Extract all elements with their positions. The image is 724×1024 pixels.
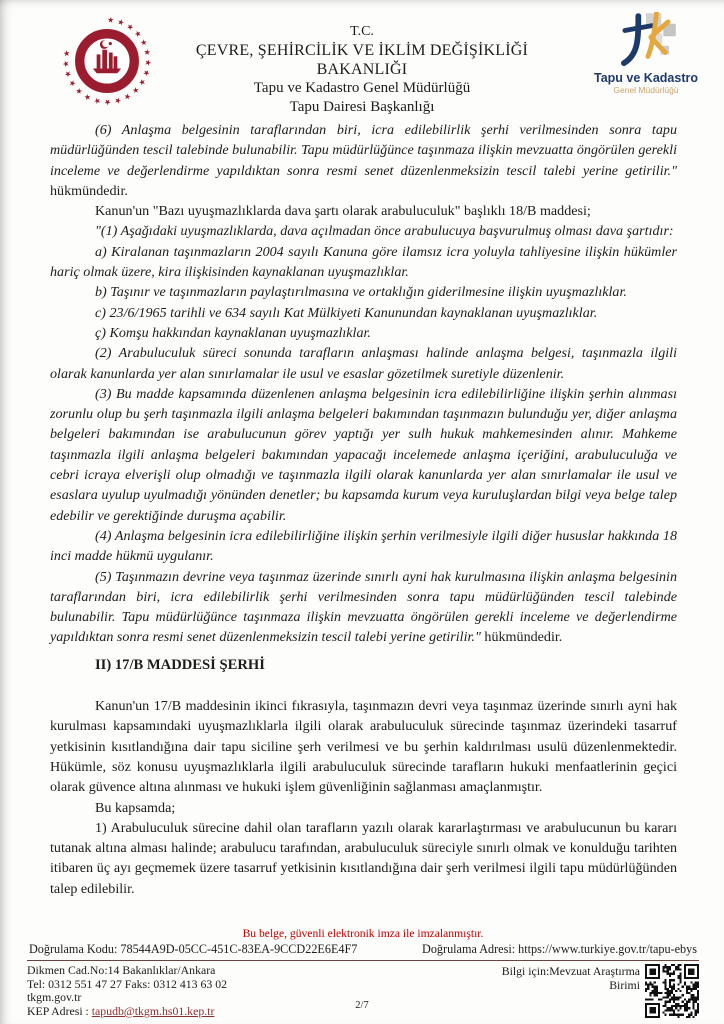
legal-quote-clause-1: "(1) Aşağıdaki uyuşmazlıklarda, dava açılmadan önce arabulucuya başvurulmuş olması dava şartıdır: bbox=[95, 223, 674, 240]
tapu-kadastro-logo-title: Tapu ve Kadastro bbox=[594, 71, 698, 85]
tapu-kadastro-logo-icon bbox=[598, 12, 694, 72]
legal-quote-item-c: c) 23/6/1965 tarihli ve 634 sayılı Kat Mülkiyeti Kanunundan kaynaklanan uyuşmazlıklar. bbox=[95, 304, 598, 321]
address-line-3: tkgm.gov.tr bbox=[27, 990, 82, 1005]
legal-quote-item-cc: ç) Komşu hakkından kaynaklanan uyuşmazlıklar. bbox=[95, 324, 371, 341]
kep-address-link[interactable]: tapudb@tkgm.hs01.kep.tr bbox=[91, 1003, 215, 1018]
legal-quote-item-b: b) Taşınır ve taşınmazların paylaştırılmasına ve ortaklığın giderilmesine ilişkin uyuşmazlıklar. bbox=[95, 284, 627, 301]
svg-text:★ ★ ★ ★ ★ ★ ★ ★ ★ ★ ★ ★ ★ ★ ★: ★ ★ ★ ★ ★ ★ ★ ★ ★ ★ ★ ★ ★ ★ ★ ★ ★ ★ ★ ★ bbox=[61, 15, 153, 107]
verification-code: Doğrulama Kodu: 78544A9D-05CC-451C-83EA-9CCD22E6E4F7 bbox=[29, 942, 358, 956]
legal-quote-clause-2: (2) Arabuluculuk süreci sonunda tarafların anlaşması halinde anlaşma belgesi, taşınmazla ilgili olarak kanunlarda yer alan sınırlamalar ile usul ve esaslar gözetilmek suretiyle düzenlenir. bbox=[50, 345, 677, 382]
legal-quote-clause-5: (5) Taşınmazın devrine veya taşınmaz üzerinde sınırlı ayni hak kurulmasına ilişkin anlaşma belgesinin taraflarından biri, icra edilebilirlik şerhi verilmesinden sonra tapu müdürlüğünden tescil talebinde bulunabilir. Tapu müdürlüğünce taşınmaza ilişkin mevzuatta öngörülen gerekli inceleme ve değerlendirme yapıldıktan sonra resmi senet düzenlenmeksizin tescil talebi yerine getirilir." hükmündedir. bbox=[50, 568, 677, 646]
paragraph-17b-explanation: Kanun'un 17/B maddesinin ikinci fıkrasıyla, taşınmazın devri veya taşınmaz üzerinde sınırlı ayni hak kurulması kapsamındaki uyuşmazlıklarla ilgili olarak arabuluculuk sürecinde taşınmaz üzerindeki tasarruf yetkisinin kısıtlandığına dair tapu siciline şerh verilmesi ve bu şerhin kaldırılması usulü düzenlenmektedir. Hükümle, söz konusu uyuşmazlıklarla ilgili arabuluculuk sürecinde tarafların hukuki menfaatlerinin geçici olarak güvence altına alınması ve hukuki işlem güvenliğinin sağlanması amaçlanmıştır. bbox=[50, 698, 677, 796]
legal-quote-clause-4: (4) Anlaşma belgesinin icra edilebilirliğine ilişkin şerhin verilmesiyle ilgili diğer hususlar hakkında 18 inci madde hükmü uygulanır. bbox=[50, 527, 677, 565]
page-number: 2/7 bbox=[355, 1000, 369, 1011]
ministry-seal-icon bbox=[60, 14, 154, 108]
address-line-1: Dikmen Cad.No:14 Bakanlıklar/Ankara bbox=[27, 963, 216, 977]
letterhead-general-directorate: Tapu ve Kadastro Genel Müdürlüğü bbox=[253, 80, 471, 96]
letterhead-ministry: ÇEVRE, ŞEHİRCİLİK VE İKLİM DEĞİŞİKLİĞİ BAKANLIĞI bbox=[195, 42, 529, 78]
letterhead-tc: T.C. bbox=[350, 24, 374, 39]
kep-address-line: KEP Adresi : tapudb@tkgm.hs01.kep.tr bbox=[27, 1003, 215, 1018]
address-line-2: Tel: 0312 551 47 27 Faks: 0312 413 63 02 bbox=[27, 976, 228, 991]
document-body bbox=[50, 120, 677, 899]
paragraph-item-1: 1) Arabuluculuk sürecine dahil olan tarafların yazılı olarak kararlaştırması ve arabulucunun bu kararı tutanak altına alması halinde; arabulucu tarafından, arabuluculuk süreciyle sınırlı olmak ve konulduğu tarihten itibaren üç ayı geçmemek üzere tasarruf yetkisinin kısıtlandığına dair şerh verilmesi ilgili tapu müdürlüğünden talep edilebilir. bbox=[50, 819, 677, 897]
verification-row bbox=[27, 941, 699, 961]
letterhead bbox=[152, 22, 572, 117]
legal-quote-paragraph-6: (6) Anlaşma belgesinin taraflarından biri, icra edilebilirlik şerhi verilmesinden sonra tapu müdürlüğünden tescil talebinde bulunabilir. Tapu müdürlüğünce taşınmaza ilişkin mevzuatta öngörülen gerekli inceleme ve değerlendirme yapıldıktan sonra resmi senet düzenlenmeksizin tescil talebi yerine getirilir." hükmündedir. bbox=[50, 122, 677, 199]
legal-quote-clause-3: (3) Bu madde kapsamında düzenlenen anlaşma belgesinin icra edilebilirliğine ilişkin şerhin alınması zorunlu olup bu şerh taşınmazla ilgili anlaşma belgeleri bakımından taşınmazın bulunduğu yer, diğer anlaşma belgeleri bakımından ise arabulucunun görev yaptığı yer sulh hukuk mahkemesinden alınır. Mahkeme taşınmazla ilgili anlaşma belgeleri bakımından yapacağı incelemede anlaşma içeriğini, arabuluculuğa ve cebri icraya elverişli olup olmadığı ve taşınmazla ilgili olarak kanunlarda yer alan sınırlamalar ile usul ve esaslara uyulup uyulmadığı yönünden denetler; bu kapsamda kurum veya kuruluşlardan bilgi veya belge talep edebilir ve gerektiğinde duruşma açabilir. bbox=[50, 385, 677, 524]
paragraph-bu-kapsamda: Bu kapsamda; bbox=[95, 799, 176, 816]
tapu-kadastro-logo bbox=[588, 12, 704, 95]
verification-address-link[interactable]: Doğrulama Adresi: https://www.turkiye.gov.tr/tapu-ebys bbox=[422, 942, 697, 956]
info-contact: Bilgi için:Mevzuat Araştırma Birimi bbox=[501, 964, 640, 992]
section-heading-17b: II) 17/B MADDESİ ŞERHİ bbox=[95, 656, 265, 673]
letterhead-department: Tapu Dairesi Başkanlığı bbox=[289, 99, 435, 115]
tapu-kadastro-logo-subtitle: Genel Müdürlüğü bbox=[613, 85, 679, 95]
paragraph-kanun-18b: Kanun'un "Bazı uyuşmazlıklarda dava şartı olarak arabuluculuk" başlıklı 18/B maddesi; bbox=[95, 203, 591, 220]
electronic-signature-note: Bu belge, güvenli elektronik imza ile imzalanmıştır. bbox=[242, 927, 484, 940]
legal-quote-item-a: a) Kiralanan taşınmazların 2004 sayılı Kanuna göre ilamsız icra yoluyla tahliyesine ilişkin hükümler hariç olmak üzere, kira ilişkisinden kaynaklanan uyuşmazlıklar. bbox=[50, 243, 677, 281]
